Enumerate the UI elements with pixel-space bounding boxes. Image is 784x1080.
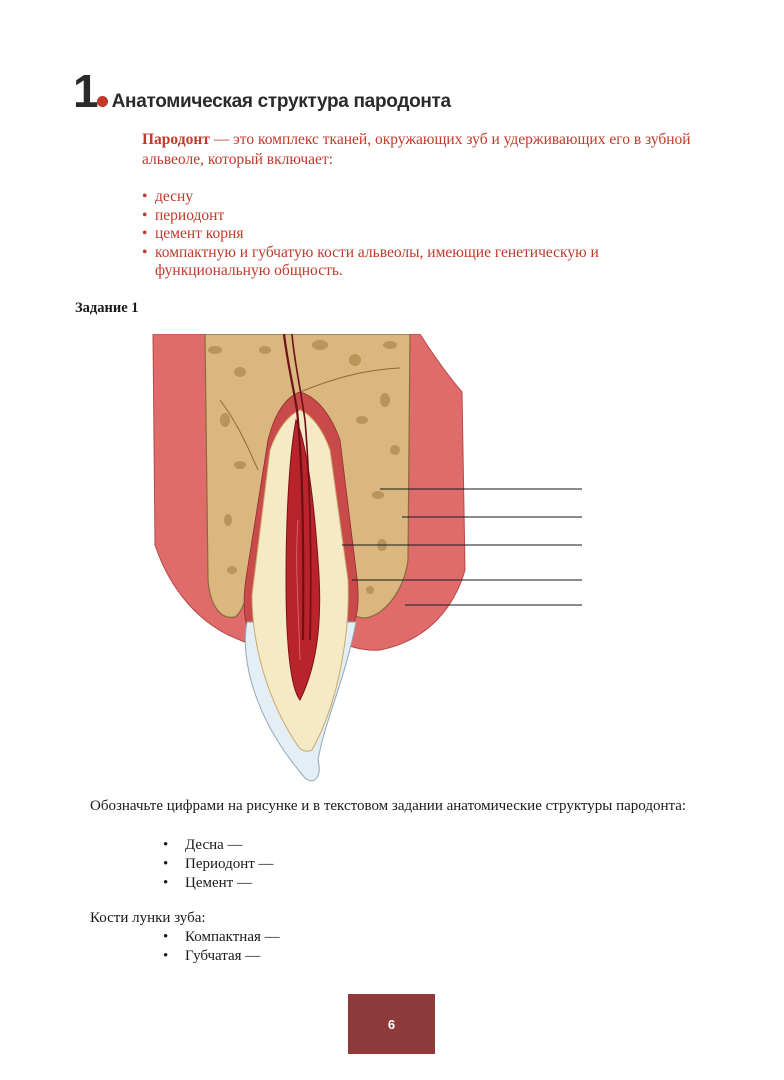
bone-spot bbox=[234, 461, 246, 469]
bones-label: Кости лунки зуба: bbox=[90, 910, 206, 926]
list-item: • десну bbox=[142, 188, 702, 207]
bones-list bbox=[163, 928, 280, 966]
bone-spot bbox=[356, 416, 368, 424]
bone-spot bbox=[383, 341, 397, 349]
intro-text: — это комплекс тканей, окружающих зуб и удерживающих его в зубной альвеоле, который включает: bbox=[142, 131, 691, 168]
bone-spot bbox=[259, 346, 271, 354]
section-title: Анатомическая структура пародонта bbox=[111, 91, 451, 112]
bone-spot bbox=[390, 445, 400, 455]
instruction-text: Обозначьте цифрами на рисунке и в текстовом задании анатомические структуры пародонта: bbox=[90, 798, 687, 814]
task-title: Задание 1 bbox=[75, 300, 139, 316]
bone-spot bbox=[234, 367, 246, 377]
bone-spot bbox=[366, 586, 374, 594]
bone-spot bbox=[224, 514, 232, 526]
section-number: 1 bbox=[73, 65, 96, 117]
list-item: • периодонт bbox=[142, 207, 702, 226]
list-item: • Цемент — bbox=[163, 874, 274, 893]
bone-spot bbox=[349, 354, 361, 366]
list-item: • Десна — bbox=[163, 836, 274, 855]
structures-list bbox=[163, 836, 274, 893]
intro-term: Пародонт bbox=[142, 131, 210, 148]
list-item: • Компактная — bbox=[163, 928, 280, 947]
bone-spot bbox=[372, 491, 384, 499]
bone-spot bbox=[312, 340, 328, 350]
list-item: • цемент корня bbox=[142, 225, 702, 244]
bone-spot bbox=[220, 413, 230, 427]
page-number-box bbox=[348, 994, 435, 1054]
list-item: • компактную и губчатую кости альвеолы, имеющие генетическую и функциональную общность. bbox=[142, 244, 702, 281]
bone-spot bbox=[227, 566, 237, 574]
list-item: • Губчатая — bbox=[163, 947, 280, 966]
list-item: • Периодонт — bbox=[163, 855, 274, 874]
page-number: 6 bbox=[387, 1016, 396, 1032]
bone-spot bbox=[208, 346, 222, 354]
bone-spot bbox=[380, 393, 390, 407]
